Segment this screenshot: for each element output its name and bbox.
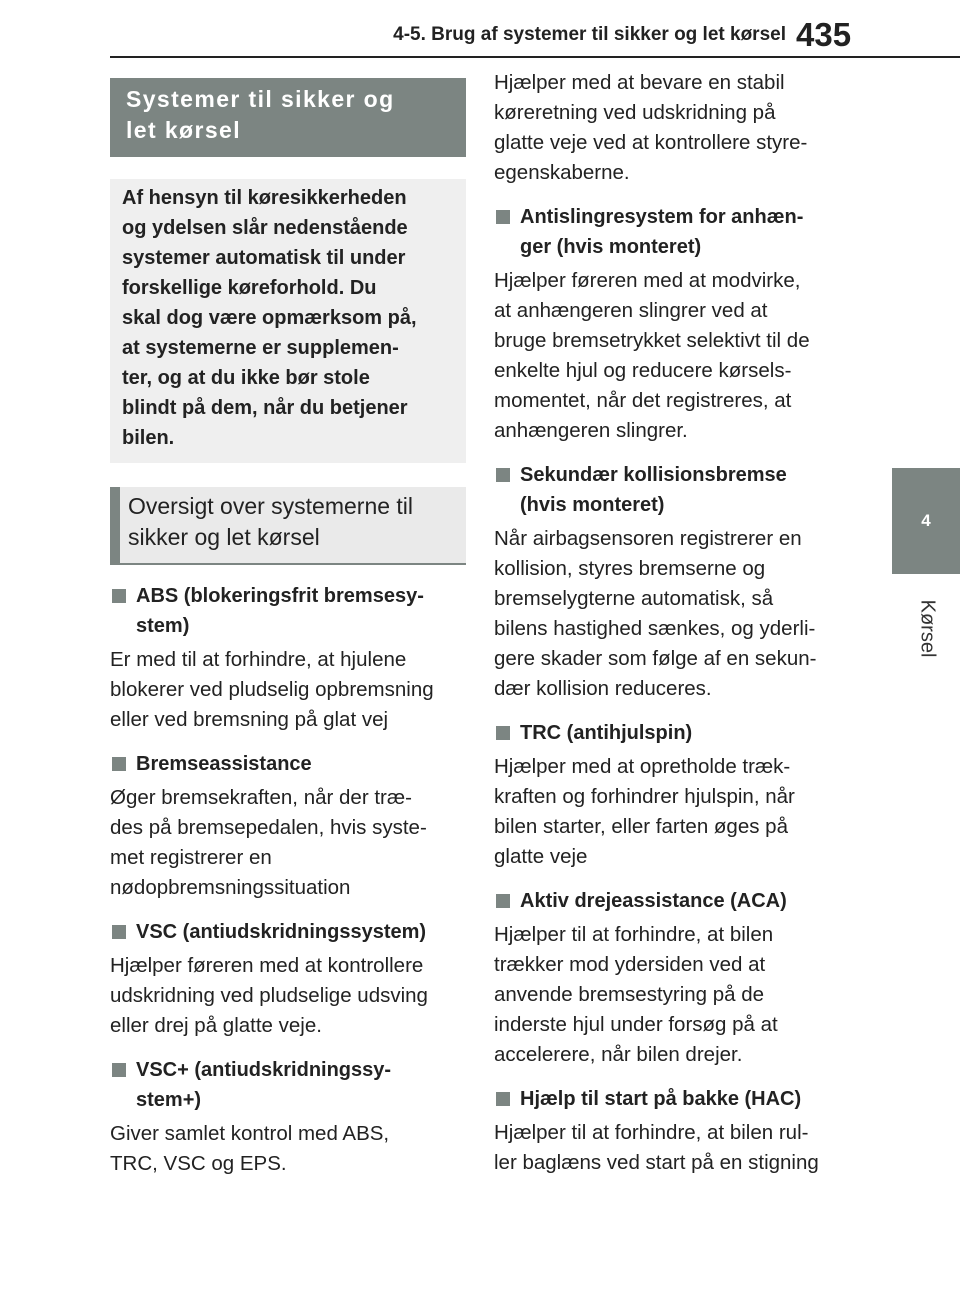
text-line: Hjælper føreren med at modvirke,	[494, 269, 801, 292]
square-bullet-icon	[496, 468, 510, 482]
text-line: Hjælper til at forhindre, at bilen rul-	[494, 1121, 809, 1144]
chapter-tab[interactable]: 4	[892, 468, 960, 574]
section-text	[110, 645, 466, 735]
text-line: kollision, styres bremserne og	[494, 557, 766, 580]
text-line: bilen starter, eller farten øges på	[494, 815, 788, 838]
text-line: skal dog være opmærksom på,	[122, 307, 417, 329]
text-line: at anhængeren slingrer ved at	[494, 299, 768, 322]
section-heading	[110, 581, 466, 641]
text-line: anvende bremsestyring på de	[494, 983, 765, 1006]
section-heading	[110, 749, 466, 779]
text-line: glatte veje	[494, 845, 588, 868]
section-heading	[494, 1084, 854, 1114]
left-column	[110, 78, 466, 1193]
text-line: Øger bremsekraften, når der træ-	[110, 786, 412, 809]
text-line: Sekundær kollisionsbremse	[520, 464, 787, 486]
text-line: Hjælper til at forhindre, at bilen	[494, 923, 774, 946]
text-line: Hjælper med at bevare en stabil	[494, 71, 785, 94]
right-column	[494, 68, 854, 1192]
text-line: ger (hvis monteret)	[520, 236, 702, 258]
text-line: køreretning ved udskridning på	[494, 101, 776, 124]
vsc-continued-text	[494, 68, 854, 188]
text-line: (hvis monteret)	[520, 494, 665, 516]
spacer	[110, 565, 466, 581]
left-sections	[110, 581, 466, 1179]
text-line: VSC+ (antiudskridningssy-	[136, 1059, 392, 1081]
text-line: stem+)	[136, 1089, 202, 1111]
section-heading	[494, 202, 854, 262]
square-bullet-icon	[112, 1063, 126, 1077]
text-line: inderste hjul under forsøg på at	[494, 1013, 778, 1036]
chapter-title: 4-5. Brug af systemer til sikker og let kørsel	[393, 24, 786, 45]
section-heading	[494, 718, 854, 748]
text-line: systemer automatisk til under	[122, 247, 406, 269]
text-line: Oversigt over systemerne til	[128, 493, 414, 519]
text-line: blokerer ved pludselig opbremsning	[110, 678, 434, 701]
page-number: 435	[796, 16, 852, 53]
text-line: bruge bremsetrykket selektivt til de	[494, 329, 810, 352]
section-text	[110, 783, 466, 903]
section-text	[494, 752, 854, 872]
text-line: eller ved bremsning på glat vej	[110, 708, 389, 731]
square-bullet-icon	[112, 757, 126, 771]
square-bullet-icon	[496, 1092, 510, 1106]
text-line: let kørsel	[126, 117, 241, 143]
section-text	[110, 951, 466, 1041]
intro-summary-box	[110, 179, 466, 463]
text-line: forskellige køreforhold. Du	[122, 277, 377, 299]
section-heading	[494, 886, 854, 916]
text-line: anhængeren slingrer.	[494, 419, 688, 442]
text-line: kraften og forhindrer hjulspin, når	[494, 785, 795, 808]
intro-title-box	[110, 78, 466, 157]
text-line: bilen.	[122, 427, 175, 449]
text-line: at systemerne er supplemen-	[122, 337, 399, 359]
text-line: egenskaberne.	[494, 161, 630, 184]
section-heading	[494, 460, 854, 520]
section-heading	[110, 1055, 466, 1115]
text-line: momentet, når det registreres, at	[494, 389, 792, 412]
text-line: Er med til at forhindre, at hjulene	[110, 648, 407, 671]
text-line: Når airbagsensoren registrerer en	[494, 527, 802, 550]
text-line: Aktiv drejeassistance (ACA)	[520, 890, 787, 912]
text-line: Hjælp til start på bakke (HAC)	[520, 1088, 802, 1110]
text-line: stem)	[136, 615, 190, 637]
text-line: og ydelsen slår nedenstående	[122, 217, 408, 239]
text-line: enkelte hjul og reducere kørsels-	[494, 359, 792, 382]
square-bullet-icon	[496, 210, 510, 224]
header-divider	[110, 56, 960, 58]
text-line: Antislingresystem for anhæn-	[520, 206, 804, 228]
text-line: Bremseassistance	[136, 753, 312, 775]
text-line: TRC (antihjulspin)	[520, 722, 693, 744]
square-bullet-icon	[112, 589, 126, 603]
section-text	[494, 266, 854, 446]
text-line: ABS (blokeringsfrit bremsesy-	[136, 585, 424, 607]
text-line: Hjælper med at opretholde træk-	[494, 755, 791, 778]
text-line: nødopbremsningssituation	[110, 876, 351, 899]
text-line: eller drej på glatte veje.	[110, 1014, 322, 1037]
text-line: met registrerer en	[110, 846, 272, 869]
section-text	[494, 1118, 854, 1178]
text-line: ler baglæns ved start på en stigning	[494, 1151, 819, 1174]
text-line: TRC, VSC og EPS.	[110, 1152, 287, 1175]
text-line: VSC (antiudskridningssystem)	[136, 921, 427, 943]
chapter-side-label-text: Kørsel	[916, 599, 939, 657]
text-line: bilens hastighed sænkes, og yderli-	[494, 617, 816, 640]
right-sections	[494, 202, 854, 1178]
section-heading	[110, 917, 466, 947]
overview-title-box	[110, 487, 466, 565]
text-line: ter, og at du ikke bør stole	[122, 367, 370, 389]
text-line: udskridning ved pludselige udsving	[110, 984, 428, 1007]
chapter-side-label	[884, 598, 960, 658]
text-line: trækker mod ydersiden ved at	[494, 953, 766, 976]
square-bullet-icon	[496, 726, 510, 740]
section-text	[494, 524, 854, 704]
section-text	[110, 1119, 466, 1179]
section-text	[494, 920, 854, 1070]
text-line: dær kollision reduceres.	[494, 677, 712, 700]
text-line: blindt på dem, når du betjener	[122, 397, 408, 419]
text-line: accelerere, når bilen drejer.	[494, 1043, 743, 1066]
text-line: sikker og let kørsel	[128, 524, 320, 550]
text-line: gere skader som følge af en sekun-	[494, 647, 817, 670]
text-line: Hjælper føreren med at kontrollere	[110, 954, 424, 977]
text-line: Af hensyn til køresikkerheden	[122, 187, 407, 209]
text-line: Giver samlet kontrol med ABS,	[110, 1122, 390, 1145]
text-line: Systemer til sikker og	[126, 86, 395, 112]
square-bullet-icon	[112, 925, 126, 939]
text-line: des på bremsepedalen, hvis syste-	[110, 816, 427, 839]
text-line: glatte veje ved at kontrollere styre-	[494, 131, 808, 154]
text-line: bremselygterne automatisk, så	[494, 587, 774, 610]
square-bullet-icon	[496, 894, 510, 908]
